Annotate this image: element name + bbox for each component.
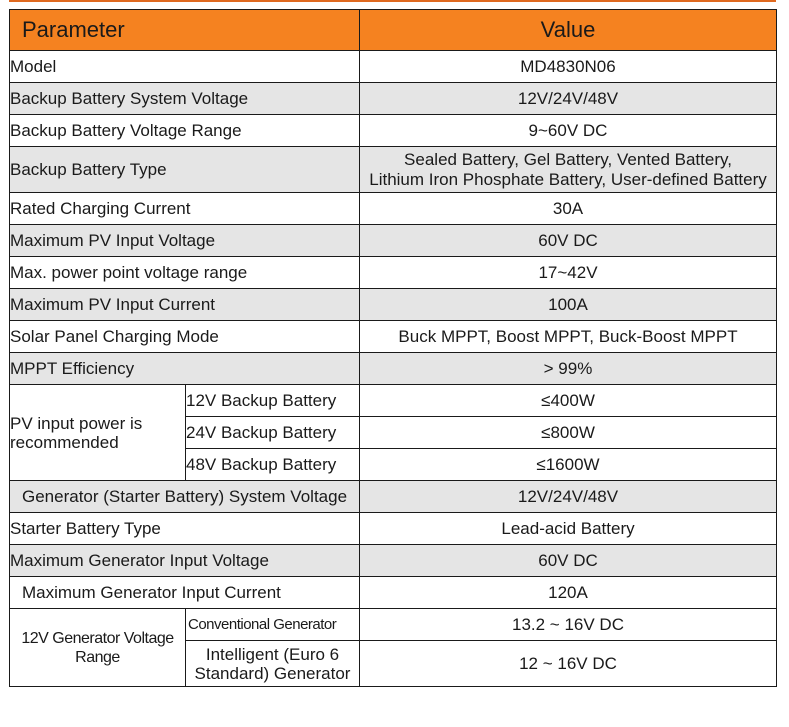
table-row — [10, 481, 777, 513]
table-row — [10, 147, 777, 193]
row-value: 17~42V — [360, 257, 777, 289]
row-value: 60V DC — [360, 545, 777, 577]
table-row — [10, 545, 777, 577]
table-row — [10, 513, 777, 545]
specification-table — [9, 9, 777, 687]
row-value: Buck MPPT, Boost MPPT, Buck-Boost MPPT — [360, 321, 777, 353]
table-row — [10, 353, 777, 385]
row-value: > 99% — [360, 353, 777, 385]
row-value — [360, 147, 777, 193]
row-label: MPPT Efficiency — [10, 353, 360, 385]
table-row — [10, 609, 777, 641]
table-row — [10, 83, 777, 115]
group-label-line: 12V Generator Voltage — [21, 629, 174, 647]
table-row — [10, 115, 777, 147]
row-label: Maximum PV Input Voltage — [10, 225, 360, 257]
table-row — [10, 193, 777, 225]
row-value: 9~60V DC — [360, 115, 777, 147]
row-label: Backup Battery Type — [10, 147, 360, 193]
row-value: 13.2 ~ 16V DC — [360, 609, 777, 641]
sub-label: 48V Backup Battery — [186, 449, 360, 481]
generator-voltage-group-label — [10, 609, 186, 687]
top-accent-line — [9, 0, 776, 2]
row-value: 100A — [360, 289, 777, 321]
parameter-header: Parameter — [10, 10, 360, 51]
value-header: Value — [360, 10, 777, 51]
sub-label-line: Intelligent (Euro 6 — [205, 644, 340, 664]
table-header-row — [10, 10, 777, 51]
row-label: Generator (Starter Battery) System Voltage — [10, 481, 360, 513]
sub-label: 12V Backup Battery — [186, 385, 360, 417]
row-label: Max. power point voltage range — [10, 257, 360, 289]
pv-power-group-label — [10, 385, 186, 481]
row-value: ≤800W — [360, 417, 777, 449]
row-label: Maximum PV Input Current — [10, 289, 360, 321]
value-line: Lithium Iron Phosphate Battery, User-defined Battery — [369, 169, 767, 189]
row-label: Model — [10, 51, 360, 83]
row-label: Solar Panel Charging Mode — [10, 321, 360, 353]
sub-label: 24V Backup Battery — [186, 417, 360, 449]
row-value: 60V DC — [360, 225, 777, 257]
row-value: ≤1600W — [360, 449, 777, 481]
table-row — [10, 577, 777, 609]
row-label: Starter Battery Type — [10, 513, 360, 545]
value-line: Sealed Battery, Gel Battery, Vented Battery, — [404, 149, 732, 169]
table-row — [10, 225, 777, 257]
table-row — [10, 385, 777, 417]
row-value: 12V/24V/48V — [360, 83, 777, 115]
row-label: Maximum Generator Input Voltage — [10, 545, 360, 577]
row-value: ≤400W — [360, 385, 777, 417]
row-value: 12 ~ 16V DC — [360, 641, 777, 687]
row-label: Rated Charging Current — [10, 193, 360, 225]
row-label: Maximum Generator Input Current — [10, 577, 360, 609]
row-label: Backup Battery System Voltage — [10, 83, 360, 115]
row-value: 12V/24V/48V — [360, 481, 777, 513]
sub-label: Conventional Generator — [186, 609, 360, 641]
table-row — [10, 51, 777, 83]
group-label-line: PV input power is — [10, 413, 143, 433]
group-label-line: Range — [75, 648, 120, 666]
group-label-line: recommended — [10, 432, 119, 452]
row-value: MD4830N06 — [360, 51, 777, 83]
row-value: 120A — [360, 577, 777, 609]
row-label: Backup Battery Voltage Range — [10, 115, 360, 147]
sub-label-line: Standard) Generator — [194, 663, 351, 683]
row-value: Lead-acid Battery — [360, 513, 777, 545]
row-value: 30A — [360, 193, 777, 225]
sub-label — [186, 641, 360, 687]
table-row — [10, 257, 777, 289]
table-row — [10, 321, 777, 353]
table-row — [10, 289, 777, 321]
